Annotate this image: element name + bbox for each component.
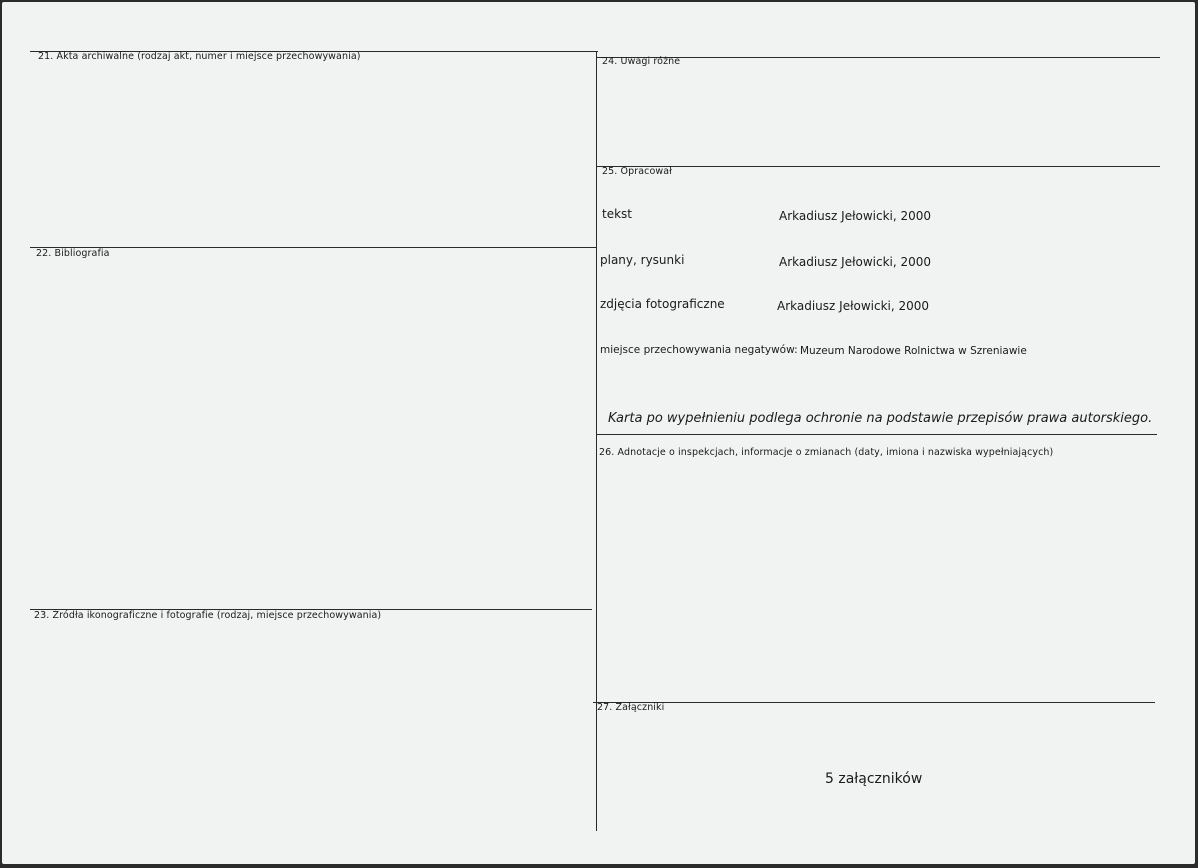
copyright-note: Karta po wypełnieniu podlega ochronie na podstawie przepisów prawa autorskiego.	[608, 411, 1153, 426]
prepared-row-text-label: tekst	[602, 207, 632, 221]
field-22-rule	[30, 247, 596, 248]
field-27-label: 27. Załączniki	[597, 702, 665, 713]
negatives-label: miejsce przechowywania negatywów:	[600, 344, 798, 356]
prepared-row-photos-label: zdjęcia fotograficzne	[600, 297, 725, 311]
prepared-row-photos-value: Arkadiusz Jełowicki, 2000	[777, 299, 930, 313]
field-21-label: 21. Akta archiwalne (rodzaj akt, numer i miejsce przechowywania)	[38, 51, 361, 62]
field-24-label: 24. Uwagi różne	[602, 56, 681, 67]
field-25-rule	[597, 166, 1160, 167]
field-24-rule	[597, 57, 1160, 58]
field-23-label: 23. Źródła ikonograficzne i fotografie (rodzaj, miejsce przechowywania)	[34, 610, 382, 621]
field-25-label: 25. Opracował	[602, 166, 672, 177]
attachments-value: 5 załączników	[825, 771, 923, 787]
field-26-rule	[597, 434, 1157, 435]
field-22-label: 22. Bibliografia	[36, 248, 110, 259]
record-card	[2, 2, 1195, 864]
negatives-value: Muzeum Narodowe Rolnictwa w Szreniawie	[800, 345, 1027, 357]
prepared-row-drawings-label: plany, rysunki	[600, 253, 685, 267]
column-divider	[596, 51, 597, 831]
field-27-rule	[593, 702, 1155, 703]
prepared-row-text-value: Arkadiusz Jełowicki, 2000	[779, 209, 932, 223]
field-26-label: 26. Adnotacje o inspekcjach, informacje o zmianach (daty, imiona i nazwiska wypełniających)	[599, 447, 1054, 458]
prepared-row-drawings-value: Arkadiusz Jełowicki, 2000	[779, 255, 932, 269]
